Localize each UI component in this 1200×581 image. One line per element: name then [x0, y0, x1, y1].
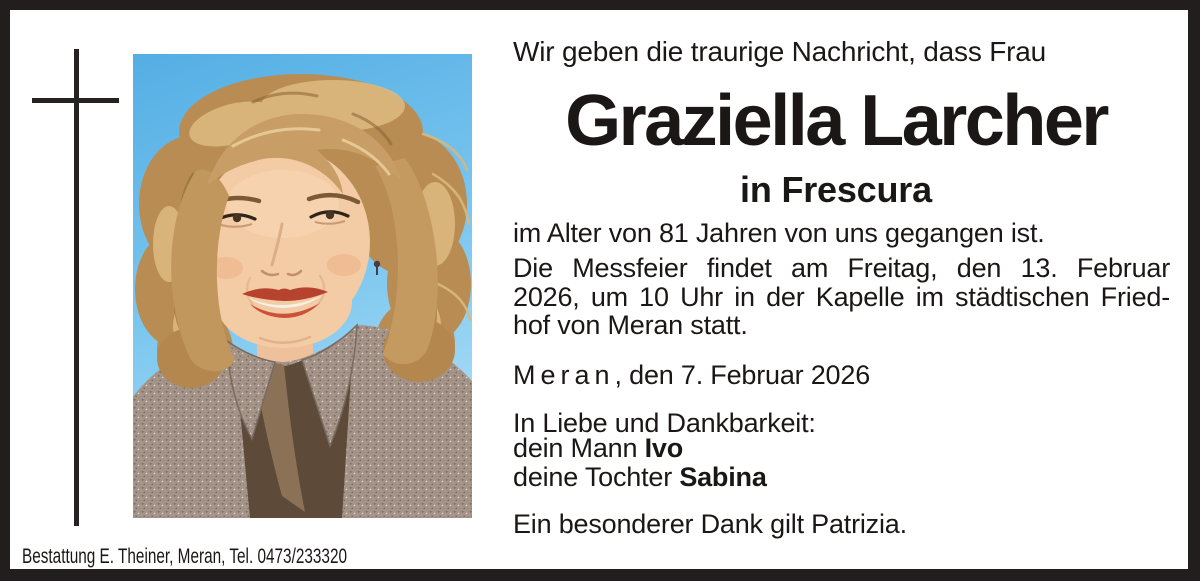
- cross-icon-bar: [32, 98, 119, 103]
- service-line: hof von Meran statt.: [513, 310, 748, 341]
- portrait-photo: [133, 54, 472, 518]
- funeral-home-line: Bestattung E. Theiner, Meran, Tel. 0473/233320: [22, 545, 348, 568]
- mourner-relation: deine Tochter: [513, 462, 673, 492]
- service-paragraph: [513, 254, 1170, 340]
- service-line: Die Messfeier findet am Freitag, den 13. Februar: [513, 253, 1170, 283]
- mourner-relation: dein Mann: [513, 433, 638, 463]
- thanks-line: Ein besonderer Dank gilt Patrizia.: [513, 509, 907, 539]
- mourner-line: [513, 464, 767, 491]
- maiden-name: in Frescura: [740, 169, 932, 210]
- mourner-line: [513, 435, 683, 462]
- farewell-line: In Liebe und Dankbarkeit:: [513, 408, 816, 438]
- dateline-date: , den 7. Februar 2026: [614, 360, 871, 390]
- age-line: im Alter von 81 Jahren von uns gegangen ist.: [513, 218, 1045, 248]
- deceased-name: Graziella Larcher: [565, 81, 1107, 161]
- dateline-city: Meran: [513, 360, 615, 390]
- intro-line: Wir geben die traurige Nachricht, dass Frau: [513, 36, 1046, 67]
- dateline: [513, 362, 870, 389]
- mourner-name: Sabina: [679, 462, 767, 492]
- mourner-name: Ivo: [644, 433, 683, 463]
- service-line: 2026, um 10 Uhr in der Kapelle im städtischen Fried-: [513, 281, 1170, 312]
- cross-icon: [74, 49, 79, 526]
